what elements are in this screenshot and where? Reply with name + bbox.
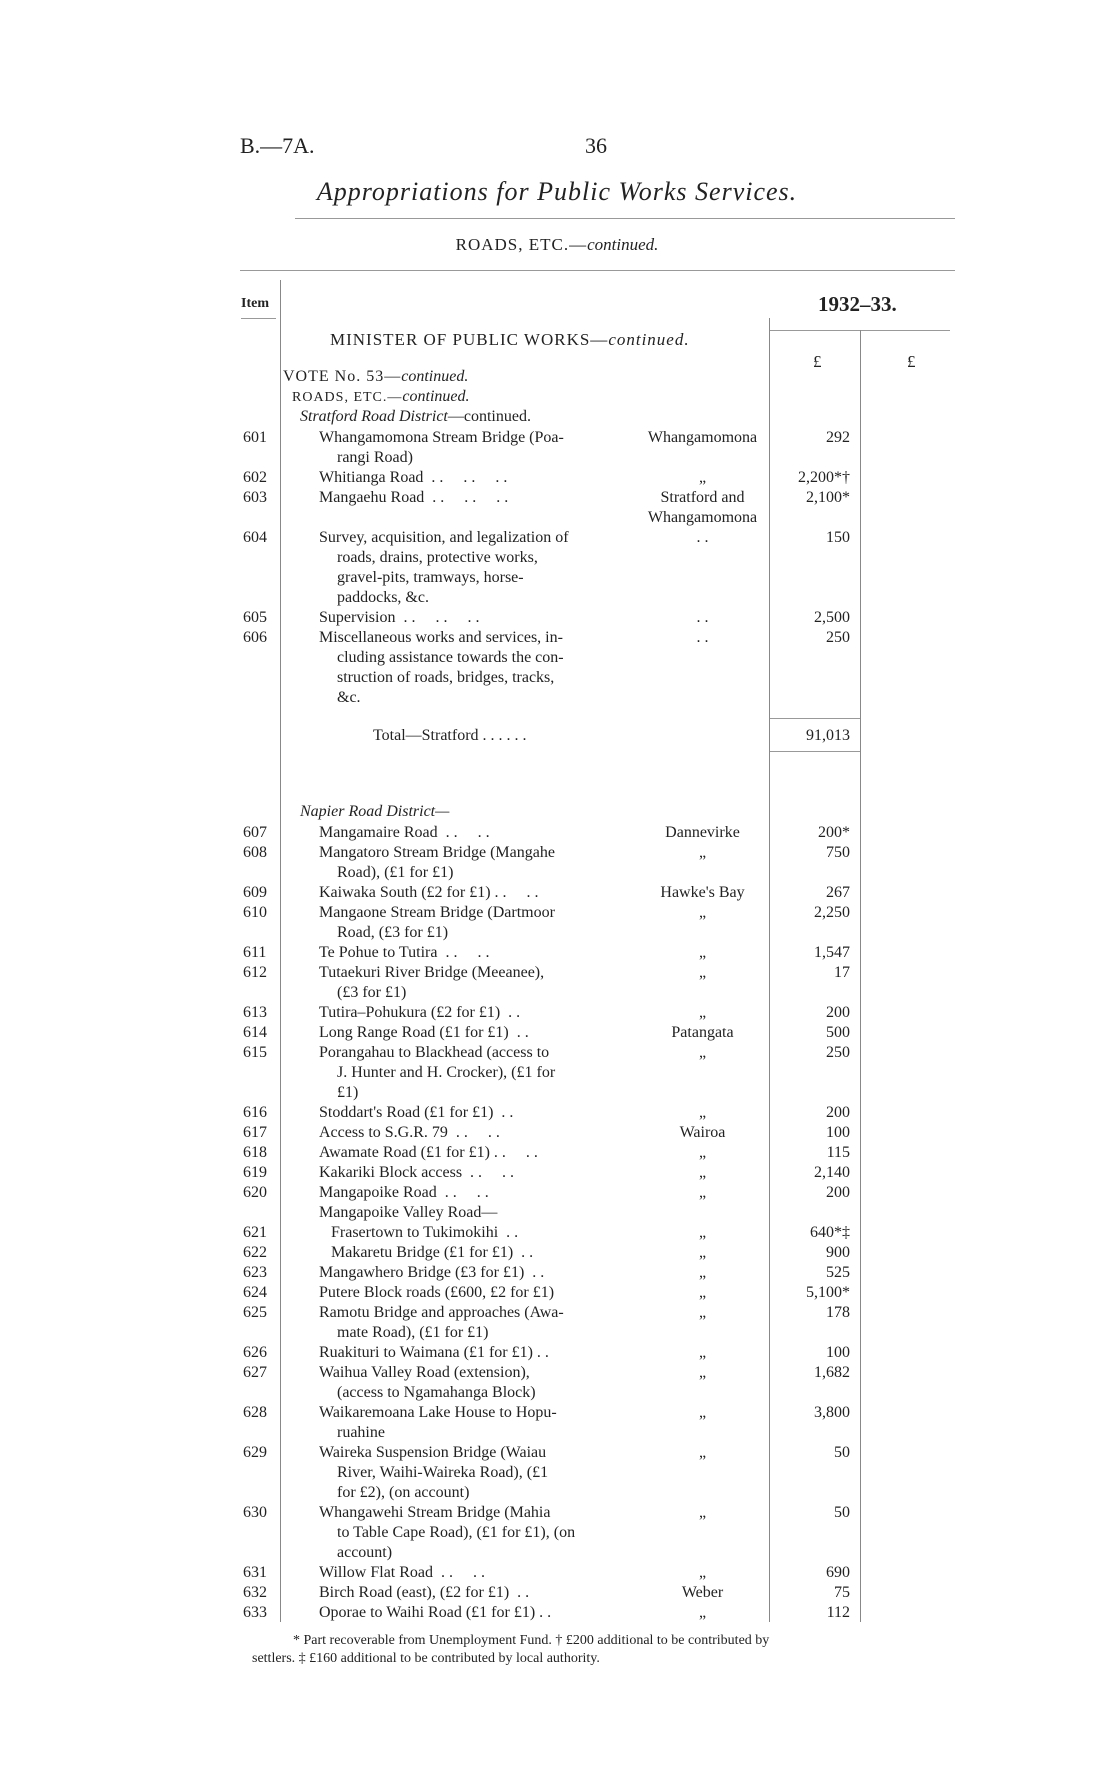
item-description bbox=[319, 1583, 632, 1603]
item-place: „ bbox=[698, 1304, 707, 1321]
item-number: 609 bbox=[243, 884, 267, 901]
item-number: 606 bbox=[243, 629, 267, 646]
item-place: „ bbox=[698, 1364, 707, 1381]
description-line: Supervision . . . . . . bbox=[319, 609, 480, 626]
item-place: „ bbox=[698, 1104, 707, 1121]
stratford-district-label: Stratford Road District bbox=[300, 408, 448, 425]
item-amount: 200 bbox=[826, 1184, 850, 1201]
item-description bbox=[319, 823, 632, 843]
item-amount: 900 bbox=[826, 1244, 850, 1261]
title-rule bbox=[295, 218, 955, 219]
item-place: Dannevirke bbox=[665, 824, 740, 841]
item-place: Wairoa bbox=[679, 1124, 726, 1141]
description-line: Mangapoike Valley Road— bbox=[319, 1204, 498, 1221]
item-number: 622 bbox=[243, 1244, 267, 1261]
item-amount: 2,200*† bbox=[798, 469, 850, 486]
description-line: Mangaehu Road . . . . . . bbox=[319, 489, 509, 506]
description-line: Access to S.G.R. 79 . . . . bbox=[319, 1124, 500, 1141]
item-amount: 17 bbox=[834, 964, 850, 981]
item-place: „ bbox=[698, 1564, 707, 1581]
item-place: „ bbox=[698, 1044, 707, 1061]
item-amount: 50 bbox=[834, 1504, 850, 1521]
item-number: 620 bbox=[243, 1184, 267, 1201]
item-number: 614 bbox=[243, 1024, 267, 1041]
item-place: „ bbox=[698, 904, 707, 921]
item-amount: 500 bbox=[826, 1024, 850, 1041]
item-place: „ bbox=[698, 1604, 707, 1621]
description-line: Waireka Suspension Bridge (Waiau bbox=[319, 1444, 547, 1461]
item-amount: 1,682 bbox=[814, 1364, 850, 1381]
year-column-header: 1932–33. bbox=[818, 292, 897, 316]
description-line: (access to Ngamahanga Block) bbox=[337, 1384, 536, 1401]
item-description bbox=[319, 883, 632, 903]
description-line: Porangahau to Blackhead (access to bbox=[319, 1044, 550, 1061]
total-top-rule bbox=[770, 718, 860, 719]
item-number: 627 bbox=[243, 1364, 267, 1381]
item-description bbox=[319, 528, 632, 608]
item-number: 628 bbox=[243, 1404, 267, 1421]
description-line: Mangamaire Road . . . . bbox=[319, 824, 490, 841]
description-line: mate Road), (£1 for £1) bbox=[337, 1324, 489, 1341]
item-place: „ bbox=[698, 1444, 707, 1461]
item-place: Stratford and Whangamomona bbox=[647, 489, 758, 526]
item-amount: 250 bbox=[826, 1044, 850, 1061]
item-description bbox=[319, 1303, 632, 1343]
item-amount: 3,800 bbox=[814, 1404, 850, 1421]
item-place: Whangamomona bbox=[647, 429, 758, 446]
description-line: J. Hunter and H. Crocker), (£1 for bbox=[337, 1064, 556, 1081]
item-description bbox=[319, 1183, 632, 1203]
description-line: Oporae to Waihi Road (£1 for £1) . . bbox=[319, 1604, 552, 1621]
footnote-line-2: settlers. ‡ £160 additional to be contributed by local authority. bbox=[252, 1651, 600, 1666]
description-line: Waihua Valley Road (extension), bbox=[319, 1364, 530, 1381]
item-description bbox=[319, 1363, 632, 1403]
item-amount: 112 bbox=[826, 1604, 850, 1621]
description-line: Birch Road (east), (£2 for £1) . . bbox=[319, 1584, 530, 1601]
item-description bbox=[319, 428, 632, 468]
item-number: 601 bbox=[243, 429, 267, 446]
item-amount: 1,547 bbox=[814, 944, 850, 961]
description-line: Survey, acquisition, and legalization of bbox=[319, 529, 569, 546]
vote-label: VOTE No. 53— bbox=[283, 368, 402, 385]
item-amount: 250 bbox=[826, 629, 850, 646]
item-number: 607 bbox=[243, 824, 267, 841]
item-amount: 75 bbox=[834, 1584, 850, 1601]
description-line: Mangaone Stream Bridge (Dartmoor bbox=[319, 904, 555, 921]
item-description bbox=[319, 1103, 632, 1123]
column-divider-amount bbox=[860, 330, 861, 1622]
item-number: 613 bbox=[243, 1004, 267, 1021]
minister-heading bbox=[330, 330, 690, 350]
item-number: 618 bbox=[243, 1144, 267, 1161]
item-place: Patangata bbox=[671, 1024, 734, 1041]
description-line: Stoddart's Road (£1 for £1) . . bbox=[319, 1104, 514, 1121]
napier-district-heading: Napier Road District— bbox=[300, 803, 450, 820]
item-description bbox=[319, 1223, 632, 1243]
description-line: Road), (£1 for £1) bbox=[337, 864, 454, 881]
item-description bbox=[319, 628, 632, 708]
item-description bbox=[319, 903, 632, 943]
total-bottom-rule bbox=[770, 751, 860, 752]
item-place: . . bbox=[696, 609, 709, 626]
item-number: 629 bbox=[243, 1444, 267, 1461]
item-description bbox=[319, 468, 632, 488]
description-line: Mangatoro Stream Bridge (Mangahe bbox=[319, 844, 555, 861]
column-divider-left bbox=[280, 280, 281, 1622]
item-place: . . bbox=[696, 629, 709, 646]
item-place: „ bbox=[698, 1344, 707, 1361]
item-place: „ bbox=[698, 1004, 707, 1021]
item-number: 611 bbox=[243, 944, 267, 961]
item-amount: 640*‡ bbox=[810, 1224, 850, 1241]
item-number: 608 bbox=[243, 844, 267, 861]
item-description bbox=[319, 843, 632, 883]
item-description bbox=[319, 488, 632, 508]
description-line: Mangawhero Bridge (£3 for £1) . . bbox=[319, 1264, 545, 1281]
description-line: &c. bbox=[337, 689, 361, 706]
roads-label: ROADS, ETC.— bbox=[292, 390, 403, 405]
item-place: „ bbox=[698, 1504, 707, 1521]
description-line: (£3 for £1) bbox=[337, 984, 407, 1001]
item-description bbox=[319, 1283, 632, 1303]
item-number: 605 bbox=[243, 609, 267, 626]
stratford-district-cont: —continued. bbox=[447, 408, 531, 425]
description-line: to Table Cape Road), (£1 for £1), (on bbox=[337, 1524, 576, 1541]
item-amount: 267 bbox=[826, 884, 850, 901]
item-place: „ bbox=[698, 1224, 707, 1241]
item-number: 631 bbox=[243, 1564, 267, 1581]
item-place: „ bbox=[698, 469, 707, 486]
item-description bbox=[319, 1003, 632, 1023]
description-line: Long Range Road (£1 for £1) . . bbox=[319, 1024, 529, 1041]
description-line: Willow Flat Road . . . . bbox=[319, 1564, 486, 1581]
header-rule bbox=[240, 270, 955, 271]
description-line: Tutaekuri River Bridge (Meeanee), bbox=[319, 964, 545, 981]
page-number: 36 bbox=[585, 133, 607, 158]
item-place: „ bbox=[698, 1164, 707, 1181]
item-amount: 2,140 bbox=[814, 1164, 850, 1181]
item-place: „ bbox=[698, 964, 707, 981]
vote-cont: continued. bbox=[401, 368, 469, 385]
item-amount: 100 bbox=[826, 1344, 850, 1361]
item-amount: 200 bbox=[826, 1004, 850, 1021]
item-description bbox=[319, 1403, 632, 1443]
item-description bbox=[319, 608, 632, 628]
item-description bbox=[319, 1143, 632, 1163]
column-divider-place bbox=[769, 318, 770, 1622]
item-description bbox=[319, 1563, 632, 1583]
currency-col2: £ bbox=[907, 352, 916, 371]
item-amount: 2,250 bbox=[814, 904, 850, 921]
item-place: Weber bbox=[681, 1584, 724, 1601]
minister-cont: continued. bbox=[608, 330, 690, 349]
item-amount: 100 bbox=[826, 1124, 850, 1141]
description-line: for £2), (on account) bbox=[337, 1484, 470, 1501]
description-line: account) bbox=[337, 1544, 393, 1561]
item-amount: 2,100* bbox=[806, 489, 850, 506]
roads-heading bbox=[292, 388, 470, 406]
item-header-underline bbox=[241, 318, 276, 319]
item-number: 624 bbox=[243, 1284, 267, 1301]
item-description bbox=[319, 1503, 632, 1563]
description-line: ruahine bbox=[337, 1424, 385, 1441]
description-line: Kaiwaka South (£2 for £1) . . . . bbox=[319, 884, 539, 901]
item-description bbox=[319, 1603, 632, 1623]
description-line: gravel-pits, tramways, horse- bbox=[337, 569, 524, 586]
item-place: . . bbox=[696, 529, 709, 546]
description-line: Putere Block roads (£600, £2 for £1) bbox=[319, 1284, 555, 1301]
item-number: 632 bbox=[243, 1584, 267, 1601]
item-amount: 115 bbox=[826, 1144, 850, 1161]
item-number: 612 bbox=[243, 964, 267, 981]
item-number: 603 bbox=[243, 489, 267, 506]
description-line: cluding assistance towards the con- bbox=[337, 649, 564, 666]
item-number: 626 bbox=[243, 1344, 267, 1361]
description-line: Whangawehi Stream Bridge (Mahia bbox=[319, 1504, 551, 1521]
item-description bbox=[319, 1043, 632, 1103]
description-line: Kakariki Block access . . . . bbox=[319, 1164, 515, 1181]
description-line: River, Waihi-Waireka Road), (£1 bbox=[337, 1464, 549, 1481]
item-number: 623 bbox=[243, 1264, 267, 1281]
currency-col1: £ bbox=[813, 352, 822, 371]
description-line: Road, (£3 for £1) bbox=[337, 924, 449, 941]
subtitle-main: ROADS, ETC.— bbox=[455, 235, 588, 254]
description-line: Waikaremoana Lake House to Hopu- bbox=[319, 1404, 557, 1421]
item-place: „ bbox=[698, 1184, 707, 1201]
description-line: Mangapoike Road . . . . bbox=[319, 1184, 489, 1201]
item-number: 633 bbox=[243, 1604, 267, 1621]
total-label: Total—Stratford . . . . . . bbox=[373, 727, 527, 744]
section-subtitle bbox=[0, 235, 1114, 255]
roads-cont: continued. bbox=[402, 388, 470, 405]
description-line: Miscellaneous works and services, in- bbox=[319, 629, 563, 646]
item-number: 610 bbox=[243, 904, 267, 921]
description-line: Ruakituri to Waimana (£1 for £1) . . bbox=[319, 1344, 549, 1361]
description-line: rangi Road) bbox=[337, 449, 413, 466]
footnote-line-1: * Part recoverable from Unemployment Fund. † £200 additional to be contributed by bbox=[293, 1633, 770, 1648]
item-number: 604 bbox=[243, 529, 267, 546]
item-place: „ bbox=[698, 1244, 707, 1261]
item-description bbox=[319, 1343, 632, 1363]
item-place: „ bbox=[698, 1144, 707, 1161]
page-title: Appropriations for Public Works Services. bbox=[316, 177, 798, 206]
item-amount: 50 bbox=[834, 1444, 850, 1461]
item-place: „ bbox=[698, 944, 707, 961]
item-amount: 200* bbox=[818, 824, 850, 841]
item-number: 625 bbox=[243, 1304, 267, 1321]
item-description bbox=[319, 1243, 632, 1263]
item-number: 617 bbox=[243, 1124, 267, 1141]
item-number: 615 bbox=[243, 1044, 267, 1061]
total-amount: 91,013 bbox=[806, 727, 850, 744]
item-place: „ bbox=[698, 1284, 707, 1301]
description-line: Makaretu Bridge (£1 for £1) . . bbox=[319, 1244, 534, 1261]
description-line: £1) bbox=[337, 1084, 359, 1101]
item-description bbox=[319, 943, 632, 963]
item-amount: 292 bbox=[826, 429, 850, 446]
item-place: „ bbox=[698, 1264, 707, 1281]
item-number: 619 bbox=[243, 1164, 267, 1181]
vote-heading bbox=[283, 368, 468, 386]
page-ref: B.—7A. bbox=[240, 133, 315, 158]
description-line: Awamate Road (£1 for £1) . . . . bbox=[319, 1144, 538, 1161]
item-amount: 525 bbox=[826, 1264, 850, 1281]
item-description bbox=[319, 1163, 632, 1183]
item-description bbox=[319, 1203, 632, 1223]
item-description bbox=[319, 1023, 632, 1043]
item-number: 630 bbox=[243, 1504, 267, 1521]
item-description bbox=[319, 1123, 632, 1143]
item-number: 602 bbox=[243, 469, 267, 486]
item-number: 616 bbox=[243, 1104, 267, 1121]
description-line: Whangamomona Stream Bridge (Poa- bbox=[319, 429, 564, 446]
description-line: Tutira–Pohukura (£2 for £1) . . bbox=[319, 1004, 521, 1021]
item-description bbox=[319, 963, 632, 1003]
item-amount: 690 bbox=[826, 1564, 850, 1581]
item-amount: 750 bbox=[826, 844, 850, 861]
item-amount: 150 bbox=[826, 529, 850, 546]
minister-label: MINISTER OF PUBLIC WORKS— bbox=[330, 330, 609, 349]
item-place: „ bbox=[698, 844, 707, 861]
item-amount: 5,100* bbox=[806, 1284, 850, 1301]
stratford-district-heading bbox=[300, 408, 531, 426]
subtitle-cont: continued. bbox=[587, 235, 659, 254]
description-line: Ramotu Bridge and approaches (Awa- bbox=[319, 1304, 564, 1321]
description-line: struction of roads, bridges, tracks, bbox=[337, 669, 555, 686]
item-place: „ bbox=[698, 1404, 707, 1421]
item-description bbox=[319, 1263, 632, 1283]
description-line: paddocks, &c. bbox=[337, 589, 429, 606]
item-amount: 200 bbox=[826, 1104, 850, 1121]
item-amount: 2,500 bbox=[814, 609, 850, 626]
description-line: Whitianga Road . . . . . . bbox=[319, 469, 508, 486]
description-line: Te Pohue to Tutira . . . . bbox=[319, 944, 490, 961]
item-amount: 178 bbox=[826, 1304, 850, 1321]
item-description bbox=[319, 1443, 632, 1503]
description-line: Frasertown to Tukimokihi . . bbox=[319, 1224, 519, 1241]
item-number: 621 bbox=[243, 1224, 267, 1241]
description-line: roads, drains, protective works, bbox=[337, 549, 538, 566]
item-place: Hawke's Bay bbox=[660, 884, 745, 901]
item-column-header: Item bbox=[241, 296, 269, 311]
